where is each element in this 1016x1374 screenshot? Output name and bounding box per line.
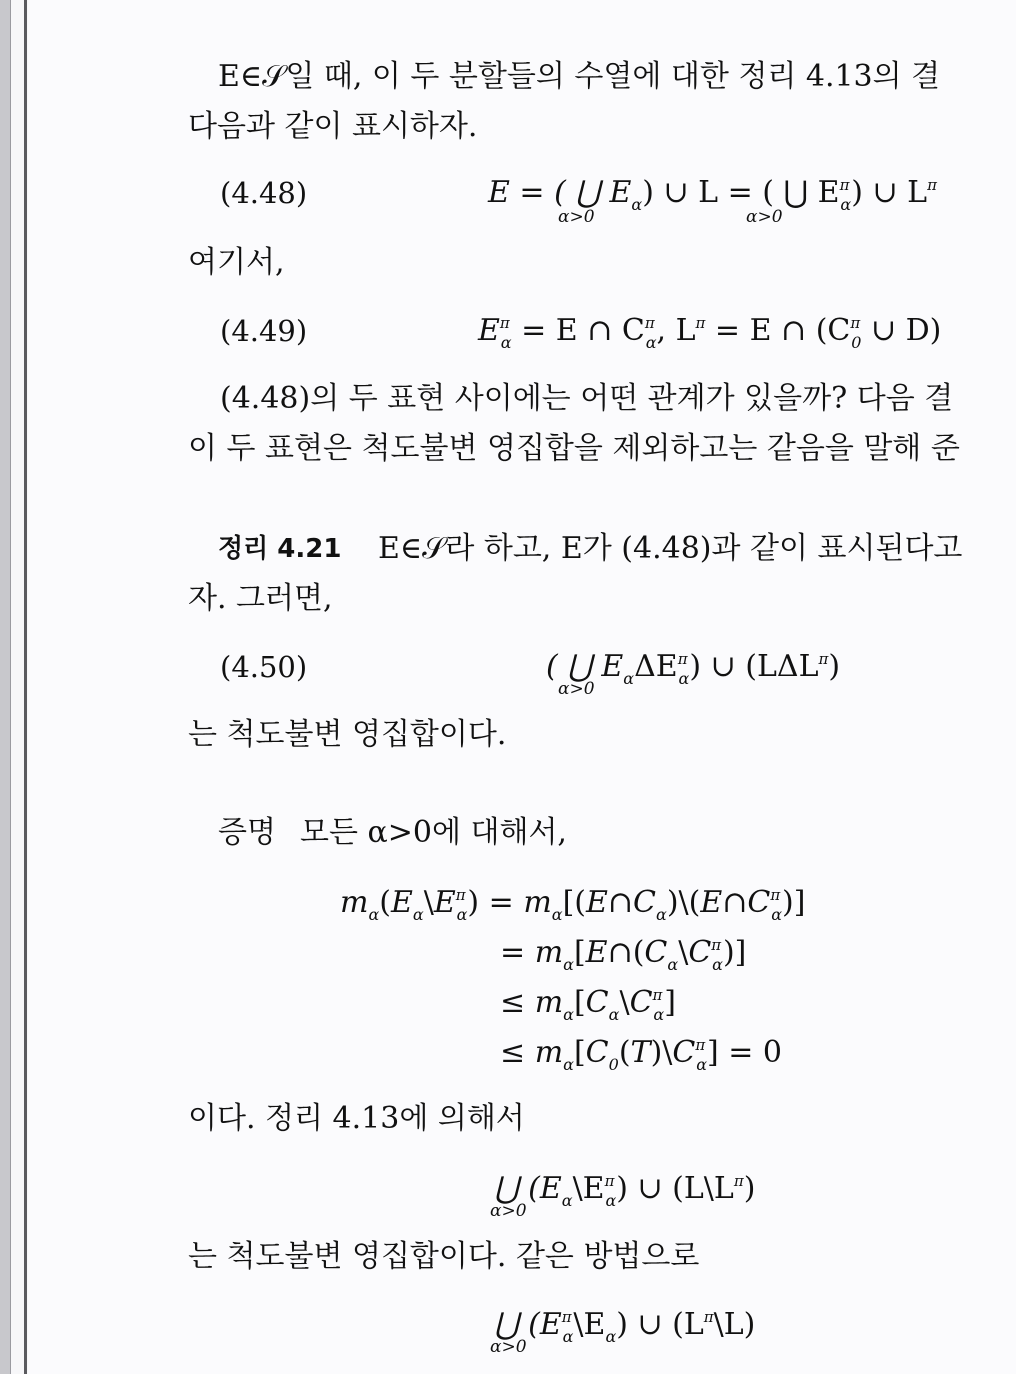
equation-union-b: ⋃ $(E^\pi_\alpha\backslash E_\alpha)$ ∪ $(L^\pi\backslash L)$: [494, 1307, 756, 1346]
paragraph-1-line-2: 다음과 같이 표시하자.: [188, 109, 478, 144]
theorem-line-2: 자. 그러면,: [188, 581, 333, 616]
paragraph-6: 는 척도불변 영집합이다. 같은 방법으로: [188, 1239, 700, 1274]
calc-row-3: ≤ $m_\alpha[C_\alpha\backslash C^\pi_\alpha]$: [500, 985, 676, 1024]
calc-row-2: = $m_\alpha[E\cap(C_\alpha\backslash C^\pi_\alpha)]$: [500, 935, 747, 974]
equation-4-48-subscript-1: α>0: [558, 207, 595, 227]
paragraph-3-line-1: (4.48)의 두 표현 사이에는 어떤 관계가 있을까? 다음 결: [220, 381, 954, 416]
theorem-label: 정리 4.21: [218, 534, 342, 564]
equation-union-b-subscript: α>0: [490, 1337, 527, 1357]
theorem-line-1: E∈𝒮라 하고, E가 (4.48)과 같이 표시된다고: [378, 531, 963, 566]
equation-4-50-subscript: α>0: [558, 679, 595, 699]
paragraph-5: 이다. 정리 4.13에 의해서: [188, 1101, 525, 1136]
equation-4-48-subscript-2: α>0: [746, 207, 783, 227]
paragraph-2: 여기서,: [188, 245, 285, 280]
equation-number-4-50: (4.50): [220, 650, 308, 684]
proof-intro: 모든 α>0에 대해서,: [300, 815, 567, 850]
equation-union-a: ⋃ $(E_\alpha\backslash E^\pi_\alpha)$ ∪ $(L\backslash L^\pi)$: [494, 1171, 756, 1210]
paragraph-4: 는 척도불변 영집합이다.: [188, 717, 507, 752]
page-border-rule: [24, 0, 27, 1374]
equation-union-a-subscript: α>0: [490, 1201, 527, 1221]
proof-label: 증명: [218, 815, 276, 850]
equation-4-50: ( ⋃ $E_\alpha\Delta E^\pi_\alpha$) ∪ $(L\Delta L^\pi)$: [546, 649, 841, 688]
equation-number-4-49: (4.49): [220, 314, 308, 348]
calc-row-4: ≤ $m_\alpha[C_0(T)\backslash C^\pi_\alpha] = 0$: [500, 1035, 783, 1074]
equation-4-49: $E^\pi_\alpha = E$ ∩ $C^\pi_\alpha$, $L^\pi = E$ ∩ ($C^\pi_0$ ∪ D): [478, 313, 942, 352]
book-page: [28, 0, 1016, 1374]
paragraph-1-line-1: E∈𝒮일 때, 이 두 분할들의 수열에 대한 정리 4.13의 결: [218, 59, 941, 94]
window-frame-left: [0, 0, 11, 1374]
calc-row-1: $m_\alpha(E_\alpha\backslash E^\pi_\alpha)$ = $m_\alpha[(E\cap C_\alpha)\backslash(E\cap C^\pi_\alpha)]$: [340, 885, 806, 924]
equation-number-4-48: (4.48): [220, 176, 308, 210]
paragraph-3-line-2: 이 두 표현은 척도불변 영집합을 제외하고는 같음을 말해 준: [188, 431, 960, 466]
equation-4-48: E = ( ⋃ $E_\alpha$) ∪ L = ( ⋃ $E^\pi_\alpha$) ∪ $L^\pi$: [488, 175, 937, 214]
